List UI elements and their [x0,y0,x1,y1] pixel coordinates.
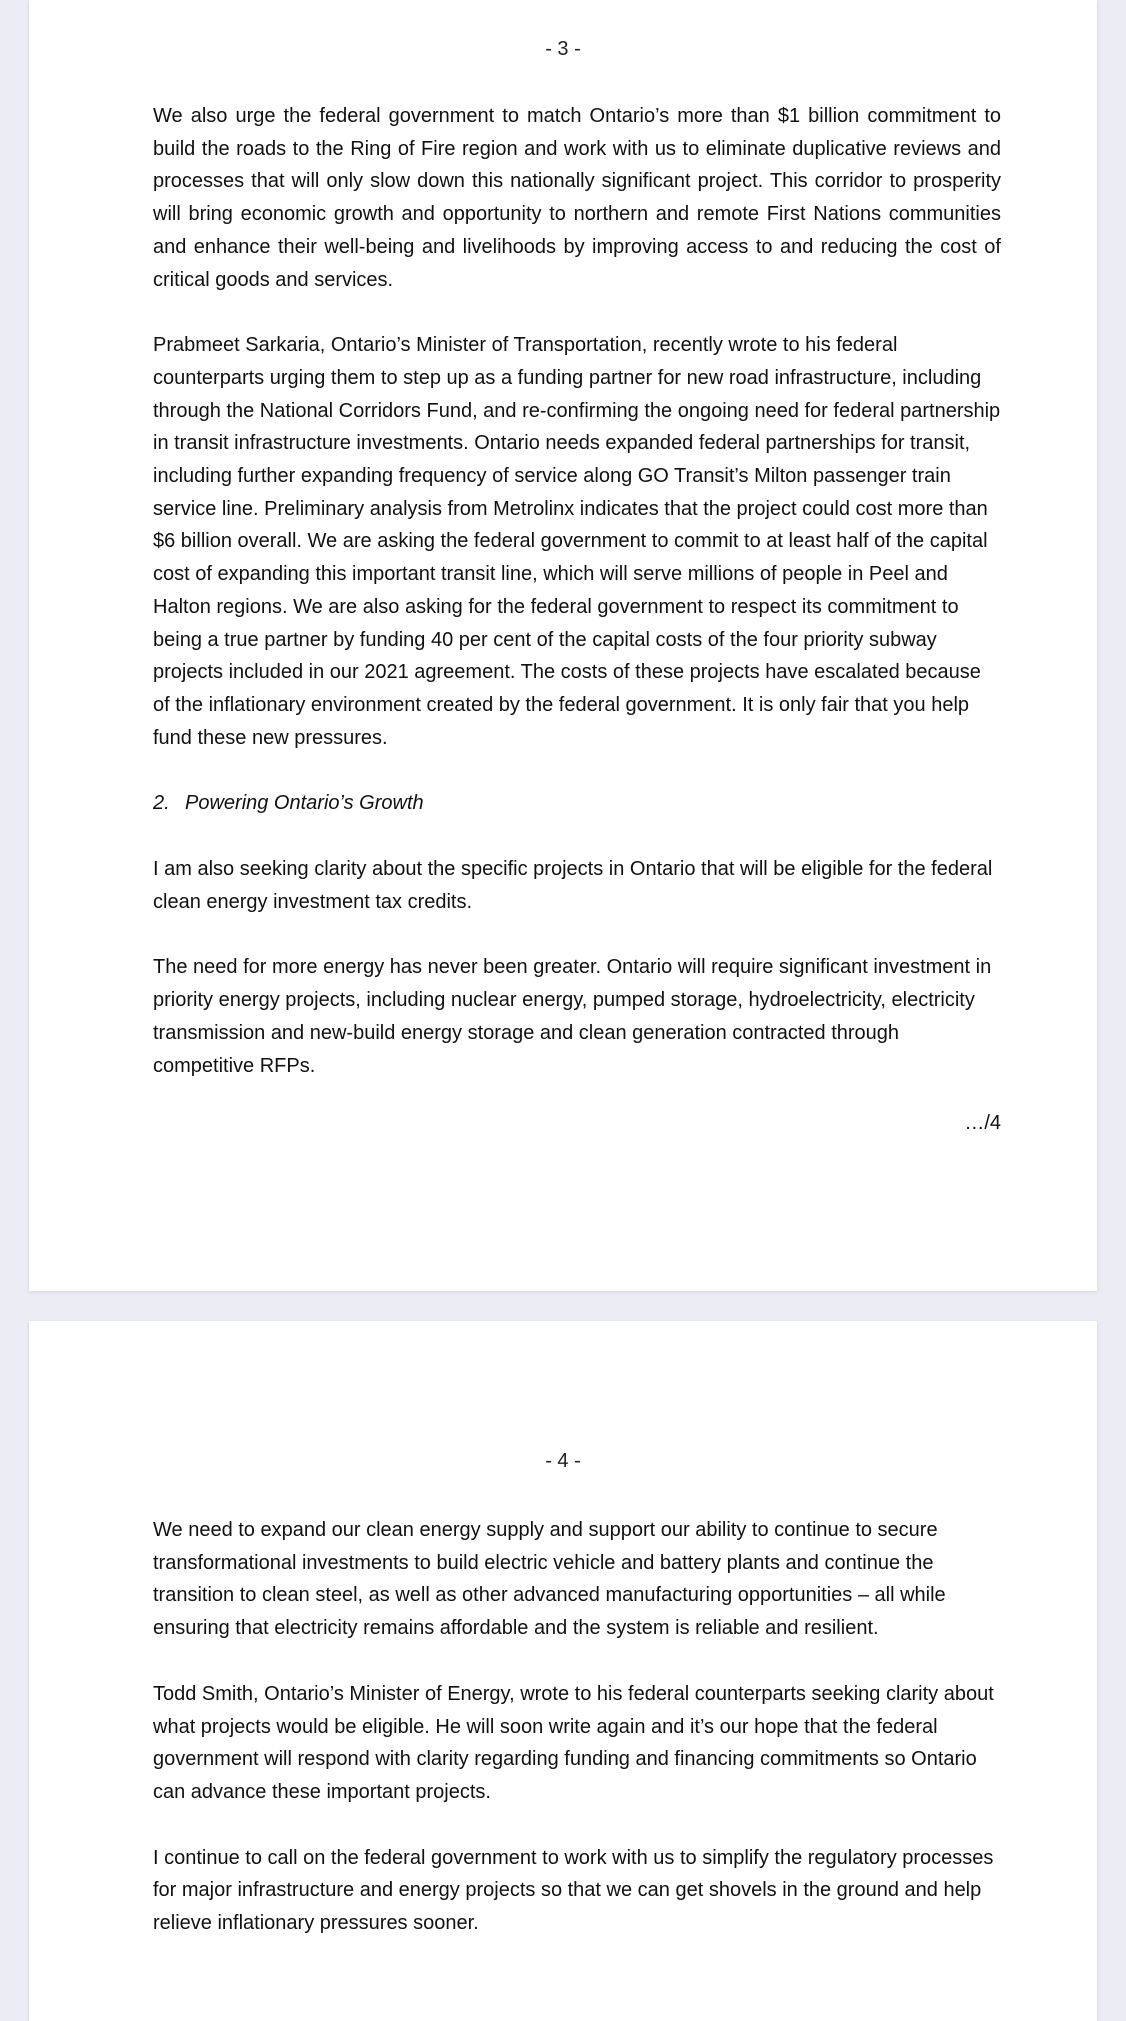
paragraph-minister-energy: Todd Smith, Ontario’s Minister of Energy, wrote to his federal counterparts seeking clarity about what projects would be eligible. He will soon write again and it’s our hope that the federal government will respond with clarity regarding funding and financing commitments so Ontario can advance these important projects. [153,1682,994,1803]
page-body [153,100,1001,1135]
paragraph-tax-credits: I am also seeking clarity about the specific projects in Ontario that will be eligible for the federal clean energy investment tax credits. [153,858,993,913]
paragraph-energy-need: The need for more energy has never been greater. Ontario will require significant investment in priority energy projects, including nuclear energy, pumped storage, hydroelectricity, electricity transmission and new-build energy storage and clean generation contracted through competitive RFPs. [153,956,992,1077]
section-heading [153,787,1001,820]
paragraph-regulatory: I continue to call on the federal government to work with us to simplify the regulatory processes for major infrastructure and energy projects so that we can get shovels in the ground and help relieve inflationary pressures sooner. [153,1846,994,1935]
section-title: Powering Ontario’s Growth [185,792,424,815]
paragraph-clean-energy-supply: We need to expand our clean energy supply and support our ability to continue to secure transformational investments to build electric vehicle and battery plants and continue the transition to clean steel, as well as other advanced manufacturing opportunities – all while ensuring that electricity remains affordable and the system is reliable and resilient. [153,1519,946,1640]
section-number: 2. [153,792,170,815]
document-page-4 [29,1321,1097,2021]
continued-marker: …/4 [964,1112,1001,1135]
page-number: - 4 - [545,1450,581,1472]
paragraph-ring-of-fire: We also urge the federal government to match Ontario’s more than $1 billion commitment to build the roads to the Ring of Fire region and work with us to eliminate duplicative reviews and processes that will only slow down this nationally significant project. This corridor to prosperity will bring economic growth and opportunity to northern and remote First Nations communities and enhance their well-being and livelihoods by improving access to and reducing the cost of critical goods and services. [153,105,1001,291]
paragraph-transportation: Prabmeet Sarkaria, Ontario’s Minister of Transportation, recently wrote to his federal counterparts urging them to step up as a funding partner for new road infrastructure, including through the National Corridors Fund, and re-confirming the ongoing need for federal partnership in transit infrastructure investments. Ontario needs expanded federal partnerships for transit, including further expanding frequency of service along GO Transit’s Milton passenger train service line. Preliminary analysis from Metrolinx indicates that the project could cost more than $6 billion overall. We are asking the federal government to commit to at least half of the capital cost of expanding this important transit line, which will serve millions of people in Peel and Halton regions. We are also asking for the federal government to respect its commitment to being a true partner by funding 40 per cent of the capital costs of the four priority subway projects included in our 2021 agreement. The costs of these projects have escalated because of the inflationary environment created by the federal government. It is only fair that you help fund these new pressures. [153,334,1001,749]
page-number: - 3 - [545,38,581,60]
page-body [153,1514,1001,1973]
document-page-3 [29,0,1097,1291]
